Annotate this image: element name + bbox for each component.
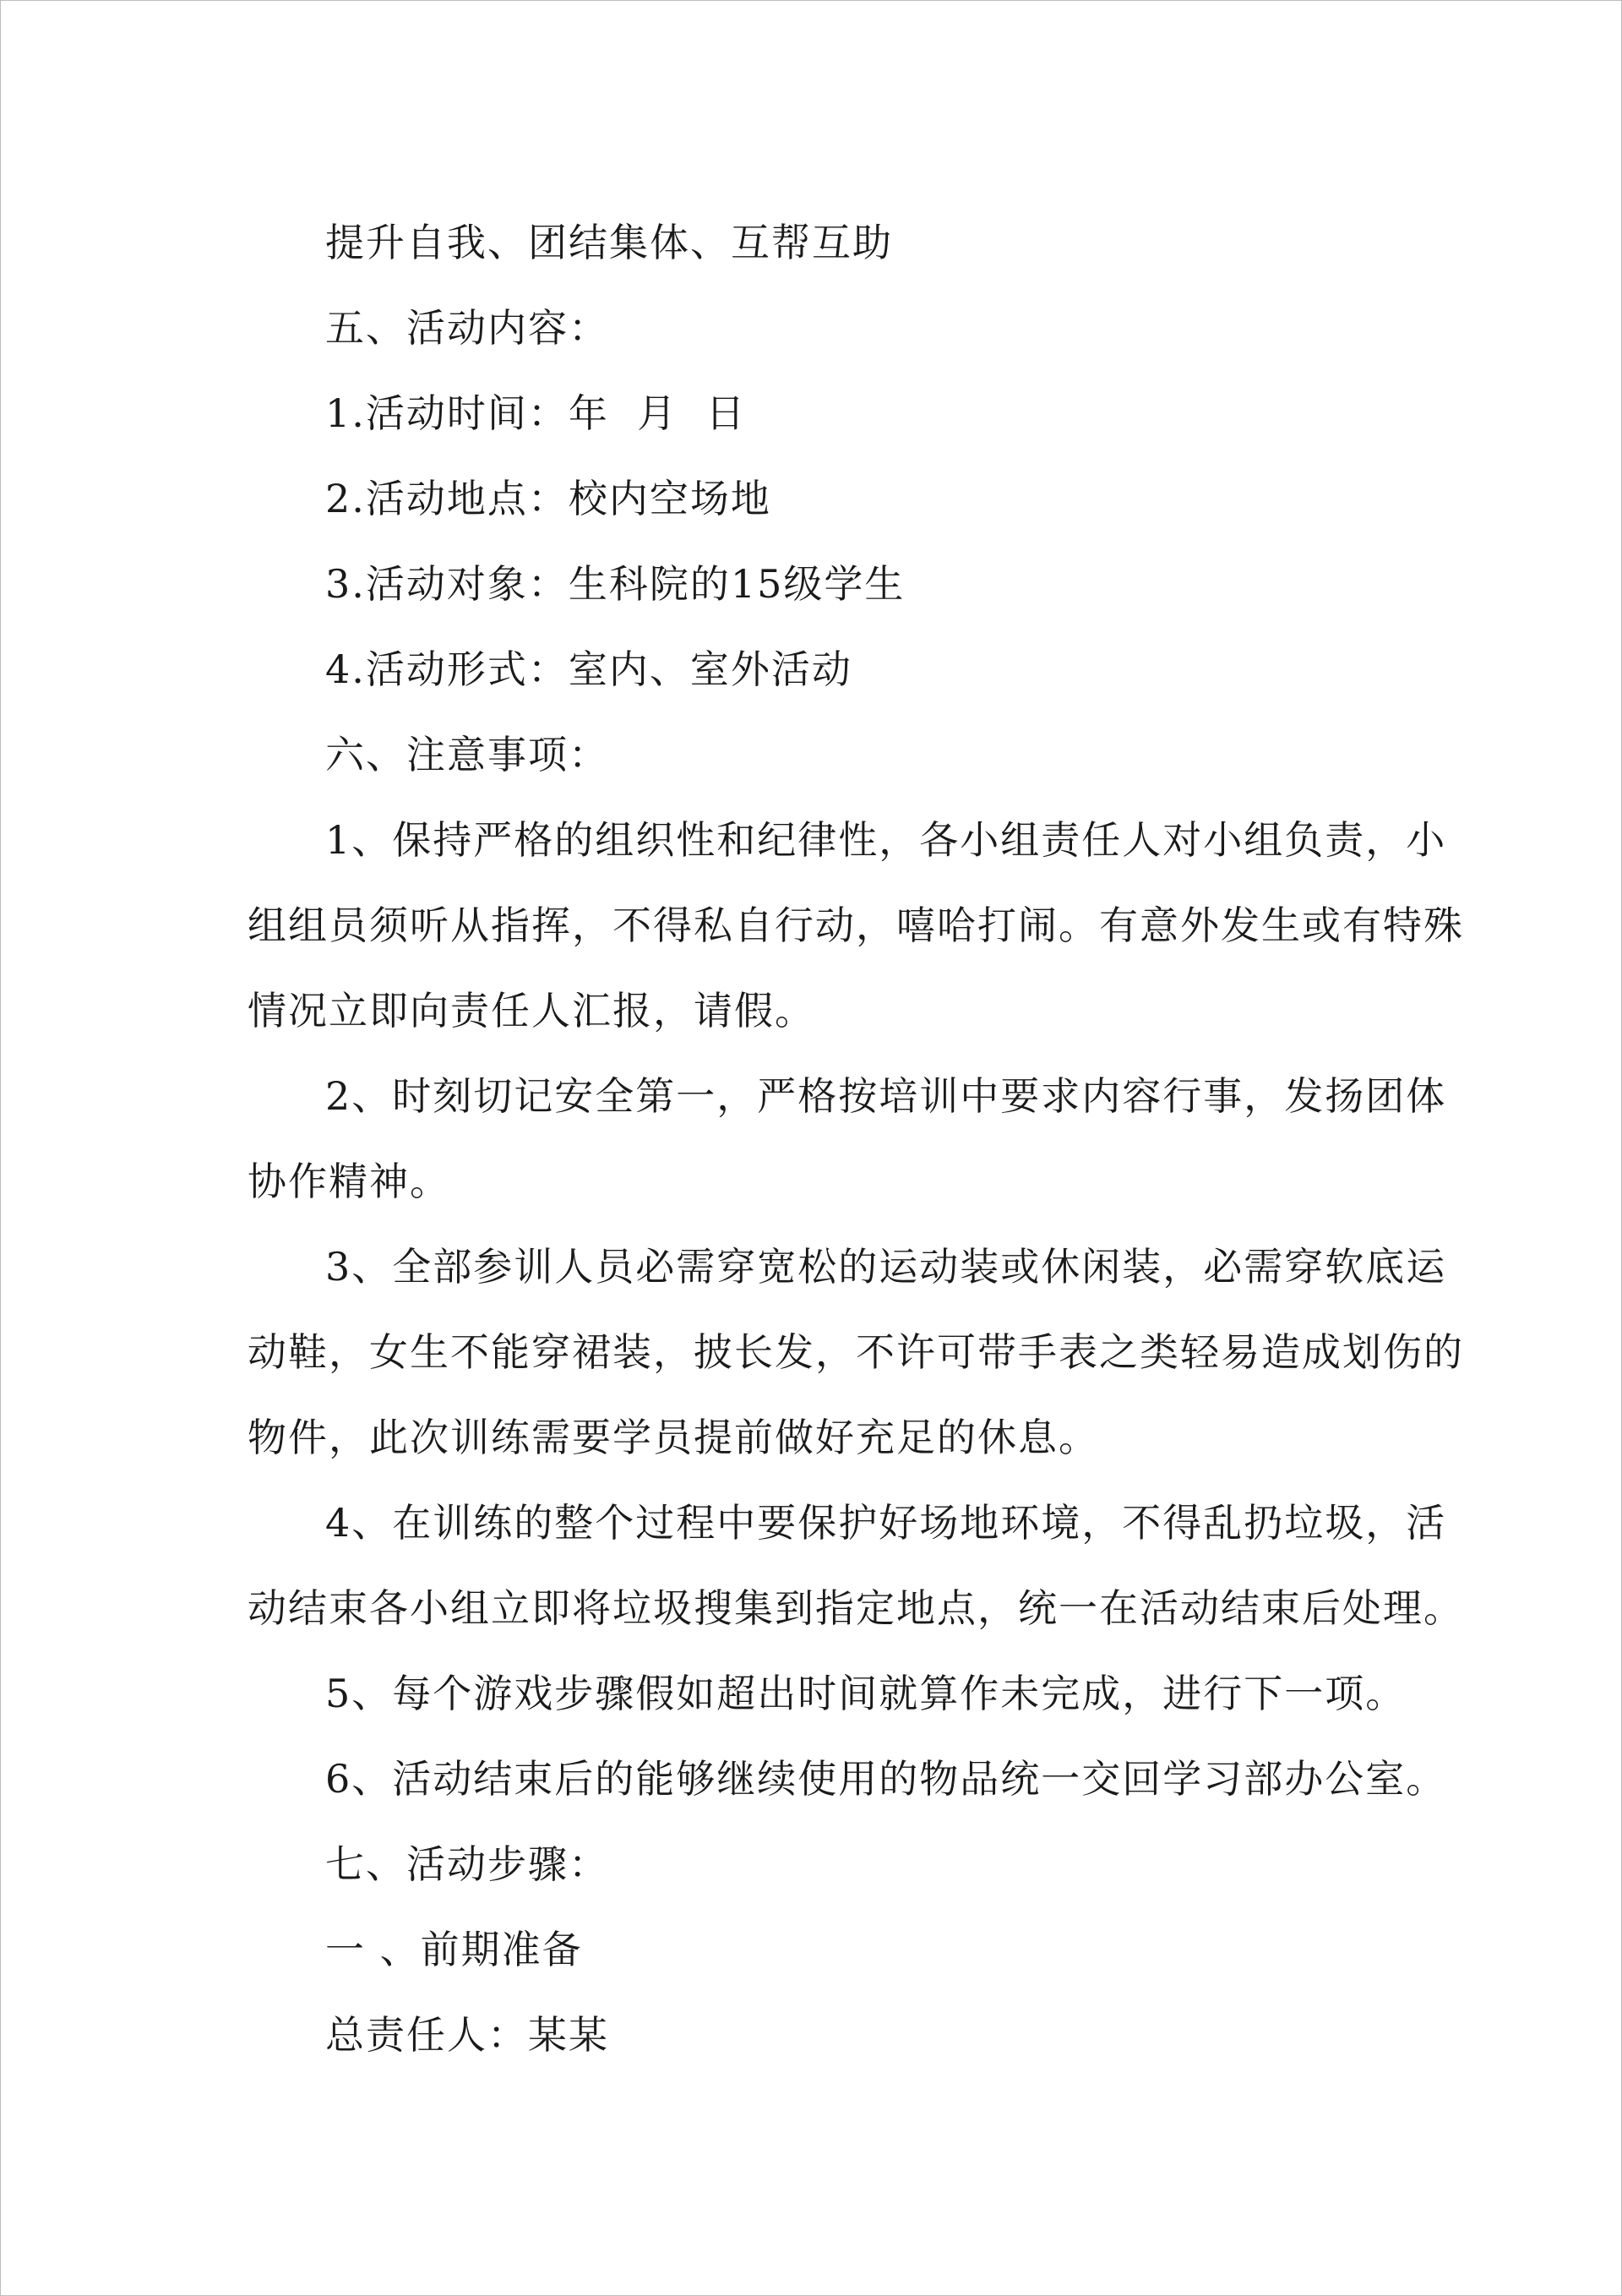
note-3-line-1: 3、全部参训人员必需穿宽松的运动装或休闲装，必需穿软底运 [325,1244,1447,1290]
note-4-line-2: 动结束各小组立即将垃圾搜集到指定地点，统一在活动结束后处理。 [248,1585,1464,1631]
activity-audience: 3.活动对象：生科院的15级学生 [325,561,906,607]
note-4-line-1: 4、在训练的整个过程中要保护好场地环境，不得乱扔垃圾，活 [325,1500,1447,1546]
document-body [248,200,1464,2078]
note-3-line-2: 动鞋，女生不能穿裙装，披长发，不许可带手表之类轻易造成划伤的 [248,1329,1464,1375]
note-2-line-2: 协作精神。 [248,1159,450,1204]
note-1-line-3: 情况立即向责任人汇报，请假。 [248,988,815,1033]
note-6: 6、活动结束后的能够继续使用的物品统一交回学习部办公室。 [325,1756,1447,1802]
note-1-line-1: 1、保持严格的组织性和纪律性，各小组责任人对小组负责，小 [325,817,1447,863]
note-3-line-3: 物件，此次训练需要学员提前做好充足的休息。 [248,1415,1099,1460]
heading-activity-steps: 七、活动步骤： [325,1841,609,1887]
person-in-charge: 总责任人：某某 [325,2012,609,2058]
text-line-goals: 提升自我、团结集体、互帮互助 [325,220,893,265]
activity-format: 4.活动形式：室内、室外活动 [325,646,852,692]
heading-notes: 六、注意事项： [325,732,609,777]
activity-location: 2.活动地点：校内空场地 [325,476,771,521]
step-preparation: 一 、前期准备 [325,1927,583,1972]
note-1-line-2: 组组员须听从指挥，不得私自行动，嘻哈打闹。有意外发生或有特殊 [248,903,1464,948]
note-5: 5、每个游戏步骤假如超出时间就算作未完成，进行下一项。 [325,1671,1407,1716]
note-2-line-1: 2、时刻切记安全第一，严格按培训中要求内容行事，发扬团体 [325,1073,1447,1119]
activity-time: 1.活动时间：年 月 日 [325,390,747,436]
heading-activity-content: 五、活动内容： [325,305,609,351]
